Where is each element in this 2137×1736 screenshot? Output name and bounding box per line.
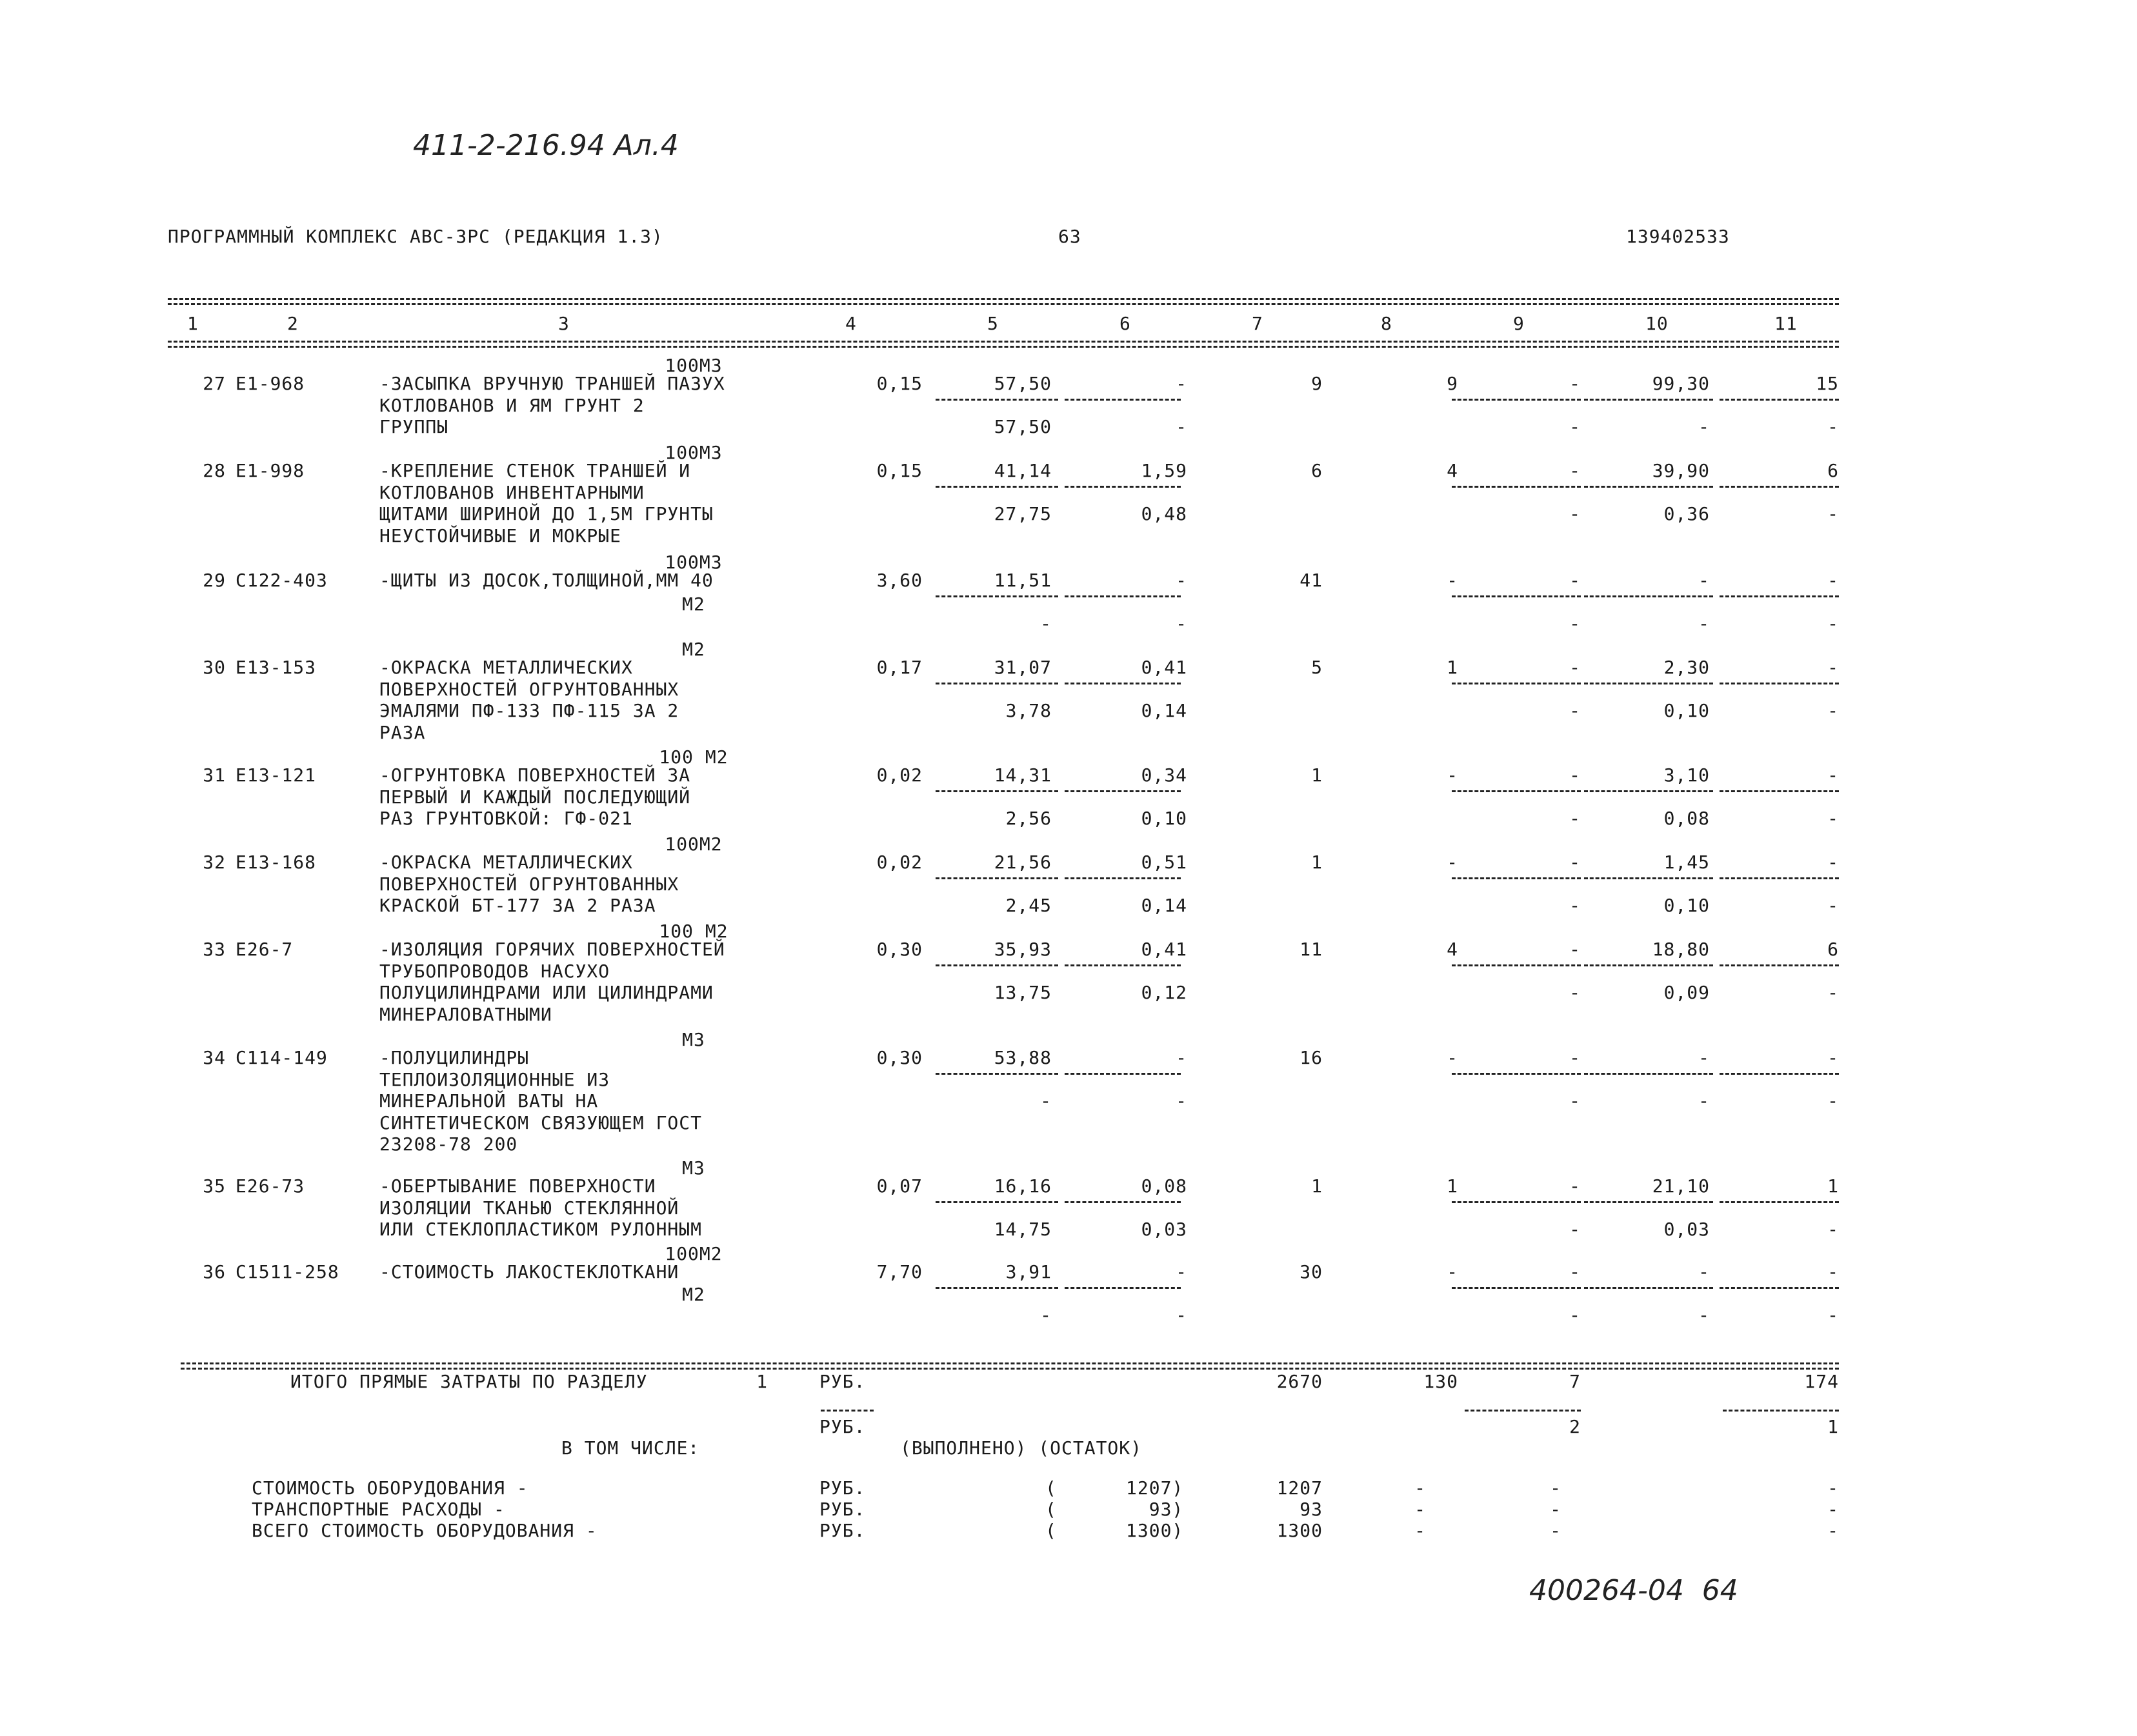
- row-c6: 0,51: [1141, 852, 1187, 873]
- row-c7: 11: [1299, 939, 1323, 960]
- row-col6-rule: [1065, 683, 1181, 684]
- row-c11b: -: [1827, 613, 1839, 634]
- row-c8: -: [1447, 764, 1458, 786]
- row-col6-rule: [1065, 790, 1181, 792]
- row-c5b: 57,50: [994, 416, 1052, 437]
- row-c11: -: [1827, 657, 1839, 678]
- row-c5: 14,31: [994, 764, 1052, 786]
- equipment-label: ТРАНСПОРТНЫЕ РАСХОДЫ -: [252, 1499, 505, 1520]
- row-unit: 100М3: [665, 552, 723, 573]
- row-c6: -: [1176, 1047, 1187, 1068]
- row-c10: 3,10: [1663, 764, 1710, 786]
- row-unit: 100М3: [665, 442, 723, 463]
- row-c11: 6: [1827, 460, 1839, 481]
- row-number: 30: [203, 657, 226, 678]
- totals-col11-rule: [1723, 1410, 1839, 1412]
- row-c4: 0,15: [876, 373, 923, 394]
- column-header-2: 2: [287, 313, 299, 334]
- row-c6b: -: [1176, 416, 1187, 437]
- row-col11-rule: [1720, 1287, 1839, 1289]
- row-c9b: -: [1569, 1090, 1581, 1112]
- row-c9b: -: [1569, 895, 1581, 916]
- equipment-col9: -: [1550, 1477, 1561, 1499]
- row-c5: 11,51: [994, 570, 1052, 591]
- row-number: 29: [203, 570, 226, 591]
- column-header-9: 9: [1513, 313, 1525, 334]
- row-description-line: ПОВЕРХНОСТЕЙ ОГРУНТОВАННЫХ: [379, 678, 679, 700]
- row-unit-trailing: М2: [682, 1284, 705, 1305]
- totals-currency-rule: [821, 1410, 874, 1412]
- row-description-line: -КРЕПЛЕНИЕ СТЕНОК ТРАНШЕЙ И: [379, 460, 691, 481]
- row-c5: 35,93: [994, 939, 1052, 960]
- equipment-col8: -: [1414, 1520, 1426, 1541]
- column-header-7: 7: [1252, 313, 1263, 334]
- row-c7: 6: [1311, 460, 1323, 481]
- row-col5-rule: [936, 1201, 1058, 1203]
- row-col5-rule: [936, 399, 1058, 401]
- row-col9-rule: [1452, 486, 1581, 488]
- row-col10-rule: [1584, 399, 1713, 401]
- row-c8: -: [1447, 1261, 1458, 1282]
- row-c4: 7,70: [876, 1261, 923, 1282]
- row-c9: -: [1569, 1047, 1581, 1068]
- totals-label: ИТОГО ПРЯМЫЕ ЗАТРАТЫ ПО РАЗДЕЛУ: [290, 1371, 648, 1392]
- row-description-line: 23208-78 200: [379, 1133, 518, 1155]
- row-c4: 0,07: [876, 1175, 923, 1197]
- row-description-line: -ОКРАСКА МЕТАЛЛИЧЕСКИХ: [379, 852, 633, 873]
- row-c6: 0,08: [1141, 1175, 1187, 1197]
- row-description-line: РАЗ ГРУНТОВКОЙ: ГФ-021: [379, 808, 633, 829]
- equipment-col8: -: [1414, 1477, 1426, 1499]
- row-c6b: -: [1176, 1304, 1187, 1326]
- row-c6b: 0,10: [1141, 808, 1187, 829]
- row-col9-rule: [1452, 1287, 1581, 1289]
- equipment-col7: 1207: [1276, 1477, 1323, 1499]
- row-col9-rule: [1452, 683, 1581, 684]
- row-c11b: -: [1827, 700, 1839, 721]
- row-c5b: 2,45: [1005, 895, 1052, 916]
- equipment-amount: ( 93): [1045, 1499, 1184, 1520]
- row-c10: 2,30: [1663, 657, 1710, 678]
- row-number: 36: [203, 1261, 226, 1282]
- row-c4: 3,60: [876, 570, 923, 591]
- row-col5-rule: [936, 1073, 1058, 1075]
- table-top-rule: [168, 298, 1839, 305]
- totals-col9-sub: 2: [1569, 1416, 1581, 1437]
- row-c11b: -: [1827, 416, 1839, 437]
- row-description-line: КРАСКОЙ БТ-177 ЗА 2 РАЗА: [379, 895, 656, 916]
- row-c6: -: [1176, 570, 1187, 591]
- row-c6: -: [1176, 1261, 1187, 1282]
- row-c6b: -: [1176, 613, 1187, 634]
- row-description-line: ИЗОЛЯЦИИ ТКАНЬЮ СТЕКЛЯННОЙ: [379, 1197, 679, 1219]
- table-bottom-rule: [181, 1362, 1839, 1370]
- totals-col11-sub: 1: [1827, 1416, 1839, 1437]
- row-c6b: -: [1176, 1090, 1187, 1112]
- row-c11: -: [1827, 1047, 1839, 1068]
- row-code: С114-149: [236, 1047, 328, 1068]
- row-c11: 15: [1816, 373, 1839, 394]
- row-c10b: -: [1698, 416, 1710, 437]
- row-c10b: -: [1698, 1304, 1710, 1326]
- column-header-4: 4: [845, 313, 857, 334]
- totals-col11: 174: [1804, 1371, 1839, 1392]
- row-c9b: -: [1569, 613, 1581, 634]
- row-c5: 3,91: [1005, 1261, 1052, 1282]
- row-col11-rule: [1720, 790, 1839, 792]
- row-c8: -: [1447, 570, 1458, 591]
- row-col9-rule: [1452, 877, 1581, 879]
- row-c9: -: [1569, 373, 1581, 394]
- equipment-amount: ( 1207): [1045, 1477, 1184, 1499]
- row-c6b: 0,14: [1141, 895, 1187, 916]
- row-col11-rule: [1720, 877, 1839, 879]
- row-col9-rule: [1452, 399, 1581, 401]
- row-code: Е1-998: [236, 460, 305, 481]
- row-col5-rule: [936, 595, 1058, 597]
- row-c10: -: [1698, 1261, 1710, 1282]
- row-description-line: -ЩИТЫ ИЗ ДОСОК,ТОЛЩИНОЙ,ММ 40: [379, 570, 714, 591]
- row-code: Е26-73: [236, 1175, 305, 1197]
- row-col9-rule: [1452, 790, 1581, 792]
- row-col6-rule: [1065, 486, 1181, 488]
- row-description-line: -ОБЕРТЫВАНИЕ ПОВЕРХНОСТИ: [379, 1175, 656, 1197]
- row-c10b: -: [1698, 613, 1710, 634]
- row-c9: -: [1569, 764, 1581, 786]
- row-c9b: -: [1569, 700, 1581, 721]
- row-c6: 1,59: [1141, 460, 1187, 481]
- row-c7: 1: [1311, 1175, 1323, 1197]
- row-col6-rule: [1065, 1073, 1181, 1075]
- column-header-3: 3: [558, 313, 570, 334]
- row-c11b: -: [1827, 1304, 1839, 1326]
- row-c9b: -: [1569, 503, 1581, 524]
- row-description-line: -ИЗОЛЯЦИЯ ГОРЯЧИХ ПОВЕРХНОСТЕЙ: [379, 939, 725, 960]
- row-unit: 100 М2: [659, 921, 728, 942]
- row-c6: 0,41: [1141, 657, 1187, 678]
- row-description-line: КОТЛОВАНОВ И ЯМ ГРУНТ 2: [379, 394, 645, 416]
- row-col5-rule: [936, 964, 1058, 966]
- equipment-col9: -: [1550, 1520, 1561, 1541]
- row-c9: -: [1569, 852, 1581, 873]
- row-description-line: РАЗА: [379, 721, 426, 743]
- row-c9b: -: [1569, 1304, 1581, 1326]
- row-c11b: -: [1827, 808, 1839, 829]
- row-c10b: 0,10: [1663, 700, 1710, 721]
- row-c6: 0,41: [1141, 939, 1187, 960]
- row-c6: 0,34: [1141, 764, 1187, 786]
- row-number: 27: [203, 373, 226, 394]
- column-header-1: 1: [187, 313, 199, 334]
- row-c5: 41,14: [994, 460, 1052, 481]
- row-c4: 0,02: [876, 852, 923, 873]
- document-id: 139402533: [1626, 226, 1730, 247]
- row-c10: 1,45: [1663, 852, 1710, 873]
- row-c7: 1: [1311, 764, 1323, 786]
- equipment-col7: 93: [1299, 1499, 1323, 1520]
- done-remaining-label: (ВЫПОЛНЕНО) (ОСТАТОК): [900, 1437, 1143, 1459]
- row-number: 35: [203, 1175, 226, 1197]
- row-col5-rule: [936, 877, 1058, 879]
- row-c5b: -: [1040, 613, 1052, 634]
- row-unit-trailing: М2: [682, 594, 705, 615]
- row-description-line: ЭМАЛЯМИ ПФ-133 ПФ-115 ЗА 2: [379, 700, 679, 721]
- row-c7: 30: [1299, 1261, 1323, 1282]
- column-header-5: 5: [987, 313, 999, 334]
- row-col11-rule: [1720, 1073, 1839, 1075]
- totals-col8: 130: [1423, 1371, 1458, 1392]
- row-c11: -: [1827, 852, 1839, 873]
- row-code: Е1-968: [236, 373, 305, 394]
- page-number: 63: [1058, 226, 1081, 247]
- row-c10b: 0,10: [1663, 895, 1710, 916]
- row-c7: 16: [1299, 1047, 1323, 1068]
- row-description-line: НЕУСТОЙЧИВЫЕ И МОКРЫЕ: [379, 524, 622, 546]
- row-c5: 21,56: [994, 852, 1052, 873]
- totals-col9: 7: [1569, 1371, 1581, 1392]
- row-unit: 100М3: [665, 355, 723, 376]
- row-col10-rule: [1584, 877, 1713, 879]
- row-c4: 0,02: [876, 764, 923, 786]
- row-c9: -: [1569, 939, 1581, 960]
- row-description-line: МИНЕРАЛОВАТНЫМИ: [379, 1003, 552, 1025]
- row-c5b: -: [1040, 1090, 1052, 1112]
- row-description-line: -ОКРАСКА МЕТАЛЛИЧЕСКИХ: [379, 657, 633, 678]
- row-description-line: -СТОИМОСТЬ ЛАКОСТЕКЛОТКАНИ: [379, 1261, 679, 1282]
- row-c9: -: [1569, 1261, 1581, 1282]
- row-code: Е13-153: [236, 657, 317, 678]
- row-c6: -: [1176, 373, 1187, 394]
- equipment-col11: -: [1827, 1520, 1839, 1541]
- row-col10-rule: [1584, 486, 1713, 488]
- row-c5b: 3,78: [1005, 700, 1052, 721]
- row-c6b: 0,03: [1141, 1219, 1187, 1240]
- row-col10-rule: [1584, 683, 1713, 684]
- column-header-8: 8: [1381, 313, 1392, 334]
- row-description-line: ПОЛУЦИЛИНДРАМИ ИЛИ ЦИЛИНДРАМИ: [379, 982, 714, 1003]
- row-description-line: ПЕРВЫЙ И КАЖДЫЙ ПОСЛЕДУЮЩИЙ: [379, 786, 691, 808]
- row-c10b: 0,36: [1663, 503, 1710, 524]
- row-col10-rule: [1584, 964, 1713, 966]
- row-c5b: 13,75: [994, 982, 1052, 1003]
- row-c10b: 0,08: [1663, 808, 1710, 829]
- equipment-col11: -: [1827, 1499, 1839, 1520]
- row-number: 31: [203, 764, 226, 786]
- row-col11-rule: [1720, 486, 1839, 488]
- row-c8: 1: [1447, 1175, 1458, 1197]
- row-c7: 5: [1311, 657, 1323, 678]
- row-col10-rule: [1584, 595, 1713, 597]
- column-header-11: 11: [1774, 313, 1798, 334]
- equipment-currency: РУБ.: [819, 1477, 866, 1499]
- equipment-label: ВСЕГО СТОИМОСТЬ ОБОРУДОВАНИЯ -: [252, 1520, 597, 1541]
- totals-currency-2: РУБ.: [819, 1416, 866, 1437]
- row-col6-rule: [1065, 595, 1181, 597]
- row-c11: -: [1827, 1261, 1839, 1282]
- row-c10: -: [1698, 570, 1710, 591]
- row-c11b: -: [1827, 1090, 1839, 1112]
- row-c5: 53,88: [994, 1047, 1052, 1068]
- row-col10-rule: [1584, 1287, 1713, 1289]
- row-c11: 1: [1827, 1175, 1839, 1197]
- row-c8: -: [1447, 1047, 1458, 1068]
- row-number: 34: [203, 1047, 226, 1068]
- row-col10-rule: [1584, 1073, 1713, 1075]
- row-description-line: ПОВЕРХНОСТЕЙ ОГРУНТОВАННЫХ: [379, 873, 679, 895]
- equipment-col8: -: [1414, 1499, 1426, 1520]
- program-header: ПРОГРАММНЫЙ КОМПЛЕКС АВС-3РС (РЕДАКЦИЯ 1.3): [168, 226, 663, 247]
- row-c7: 1: [1311, 852, 1323, 873]
- row-description-line: -ЗАСЫПКА ВРУЧНУЮ ТРАНШЕЙ ПАЗУХ: [379, 373, 725, 394]
- row-code: С122-403: [236, 570, 328, 591]
- row-col5-rule: [936, 683, 1058, 684]
- row-c11b: -: [1827, 1219, 1839, 1240]
- row-number: 33: [203, 939, 226, 960]
- row-col9-rule: [1452, 595, 1581, 597]
- row-col6-rule: [1065, 1201, 1181, 1203]
- row-col6-rule: [1065, 964, 1181, 966]
- table-header-rule: [168, 341, 1839, 348]
- row-c10b: -: [1698, 1090, 1710, 1112]
- row-description-line: ТЕПЛОИЗОЛЯЦИОННЫЕ ИЗ: [379, 1068, 610, 1090]
- row-c9b: -: [1569, 416, 1581, 437]
- row-c8: -: [1447, 852, 1458, 873]
- equipment-label: СТОИМОСТЬ ОБОРУДОВАНИЯ -: [252, 1477, 528, 1499]
- row-c10: 18,80: [1652, 939, 1710, 960]
- row-c8: 4: [1447, 939, 1458, 960]
- row-c4: 0,17: [876, 657, 923, 678]
- row-c4: 0,15: [876, 460, 923, 481]
- row-unit: М2: [682, 639, 705, 660]
- row-description-line: ЩИТАМИ ШИРИНОЙ ДО 1,5М ГРУНТЫ: [379, 503, 714, 524]
- handwritten-footer-note: 400264-04 64: [1529, 1574, 1738, 1607]
- row-c11: 6: [1827, 939, 1839, 960]
- row-c10: -: [1698, 1047, 1710, 1068]
- row-unit: М3: [682, 1157, 705, 1179]
- row-c8: 1: [1447, 657, 1458, 678]
- row-c11b: -: [1827, 895, 1839, 916]
- row-c4: 0,30: [876, 939, 923, 960]
- row-col5-rule: [936, 1287, 1058, 1289]
- row-c11: -: [1827, 570, 1839, 591]
- equipment-currency: РУБ.: [819, 1520, 866, 1541]
- totals-section: 1: [756, 1371, 768, 1392]
- equipment-col11: -: [1827, 1477, 1839, 1499]
- equipment-col9: -: [1550, 1499, 1561, 1520]
- row-c11b: -: [1827, 982, 1839, 1003]
- row-c5: 57,50: [994, 373, 1052, 394]
- column-header-10: 10: [1645, 313, 1669, 334]
- row-c11: -: [1827, 764, 1839, 786]
- row-unit: М3: [682, 1029, 705, 1050]
- row-c5b: 27,75: [994, 503, 1052, 524]
- row-description-line: КОТЛОВАНОВ ИНВЕНТАРНЫМИ: [379, 481, 645, 503]
- row-col9-rule: [1452, 964, 1581, 966]
- row-col9-rule: [1452, 1201, 1581, 1203]
- row-c6b: 0,48: [1141, 503, 1187, 524]
- including-label: В ТОМ ЧИСЛЕ:: [561, 1437, 700, 1459]
- row-unit: 100М2: [665, 833, 723, 855]
- totals-currency: РУБ.: [819, 1371, 866, 1392]
- row-code: Е13-121: [236, 764, 317, 786]
- row-col10-rule: [1584, 790, 1713, 792]
- row-c10b: 0,09: [1663, 982, 1710, 1003]
- row-c11b: -: [1827, 503, 1839, 524]
- column-header-6: 6: [1119, 313, 1131, 334]
- row-number: 32: [203, 852, 226, 873]
- row-description-line: ГРУППЫ: [379, 416, 449, 437]
- row-c9: -: [1569, 460, 1581, 481]
- row-c6b: 0,12: [1141, 982, 1187, 1003]
- row-description-line: ИЛИ СТЕКЛОПЛАСТИКОМ РУЛОННЫМ: [379, 1219, 703, 1240]
- row-c9b: -: [1569, 808, 1581, 829]
- row-c9b: -: [1569, 982, 1581, 1003]
- row-c6b: 0,14: [1141, 700, 1187, 721]
- row-c8: 4: [1447, 460, 1458, 481]
- row-c4: 0,30: [876, 1047, 923, 1068]
- row-c5b: 2,56: [1005, 808, 1052, 829]
- row-c5: 31,07: [994, 657, 1052, 678]
- row-description-line: -ОГРУНТОВКА ПОВЕРХНОСТЕЙ ЗА: [379, 764, 691, 786]
- row-c5: 16,16: [994, 1175, 1052, 1197]
- row-c7: 9: [1311, 373, 1323, 394]
- document-code-handwritten: 411-2-216.94 Ал.4: [413, 129, 679, 162]
- equipment-currency: РУБ.: [819, 1499, 866, 1520]
- row-col5-rule: [936, 790, 1058, 792]
- row-c9: -: [1569, 570, 1581, 591]
- row-c10: 99,30: [1652, 373, 1710, 394]
- row-c10: 39,90: [1652, 460, 1710, 481]
- row-description-line: ТРУБОПРОВОДОВ НАСУХО: [379, 960, 610, 982]
- row-c9: -: [1569, 1175, 1581, 1197]
- row-col6-rule: [1065, 877, 1181, 879]
- row-col10-rule: [1584, 1201, 1713, 1203]
- row-c7: 41: [1299, 570, 1323, 591]
- row-c9b: -: [1569, 1219, 1581, 1240]
- row-col11-rule: [1720, 964, 1839, 966]
- totals-col9-rule: [1465, 1410, 1581, 1412]
- row-c5b: 14,75: [994, 1219, 1052, 1240]
- row-col5-rule: [936, 486, 1058, 488]
- row-col9-rule: [1452, 1073, 1581, 1075]
- row-col11-rule: [1720, 595, 1839, 597]
- row-c10: 21,10: [1652, 1175, 1710, 1197]
- row-unit: 100 М2: [659, 746, 728, 768]
- row-col6-rule: [1065, 399, 1181, 401]
- row-description-line: СИНТЕТИЧЕСКОМ СВЯЗУЮЩЕМ ГОСТ: [379, 1112, 703, 1133]
- row-col11-rule: [1720, 1201, 1839, 1203]
- row-c9: -: [1569, 657, 1581, 678]
- row-unit: 100М2: [665, 1243, 723, 1264]
- equipment-col7: 1300: [1276, 1520, 1323, 1541]
- row-number: 28: [203, 460, 226, 481]
- row-description-line: -ПОЛУЦИЛИНДРЫ: [379, 1047, 530, 1068]
- equipment-amount: ( 1300): [1045, 1520, 1184, 1541]
- row-col6-rule: [1065, 1287, 1181, 1289]
- row-c5b: -: [1040, 1304, 1052, 1326]
- row-c10b: 0,03: [1663, 1219, 1710, 1240]
- row-description-line: МИНЕРАЛЬНОЙ ВАТЫ НА: [379, 1090, 599, 1112]
- row-code: Е26-7: [236, 939, 294, 960]
- row-col11-rule: [1720, 683, 1839, 684]
- totals-col7: 2670: [1276, 1371, 1323, 1392]
- row-code: С1511-258: [236, 1261, 339, 1282]
- row-col11-rule: [1720, 399, 1839, 401]
- row-c8: 9: [1447, 373, 1458, 394]
- row-code: Е13-168: [236, 852, 317, 873]
